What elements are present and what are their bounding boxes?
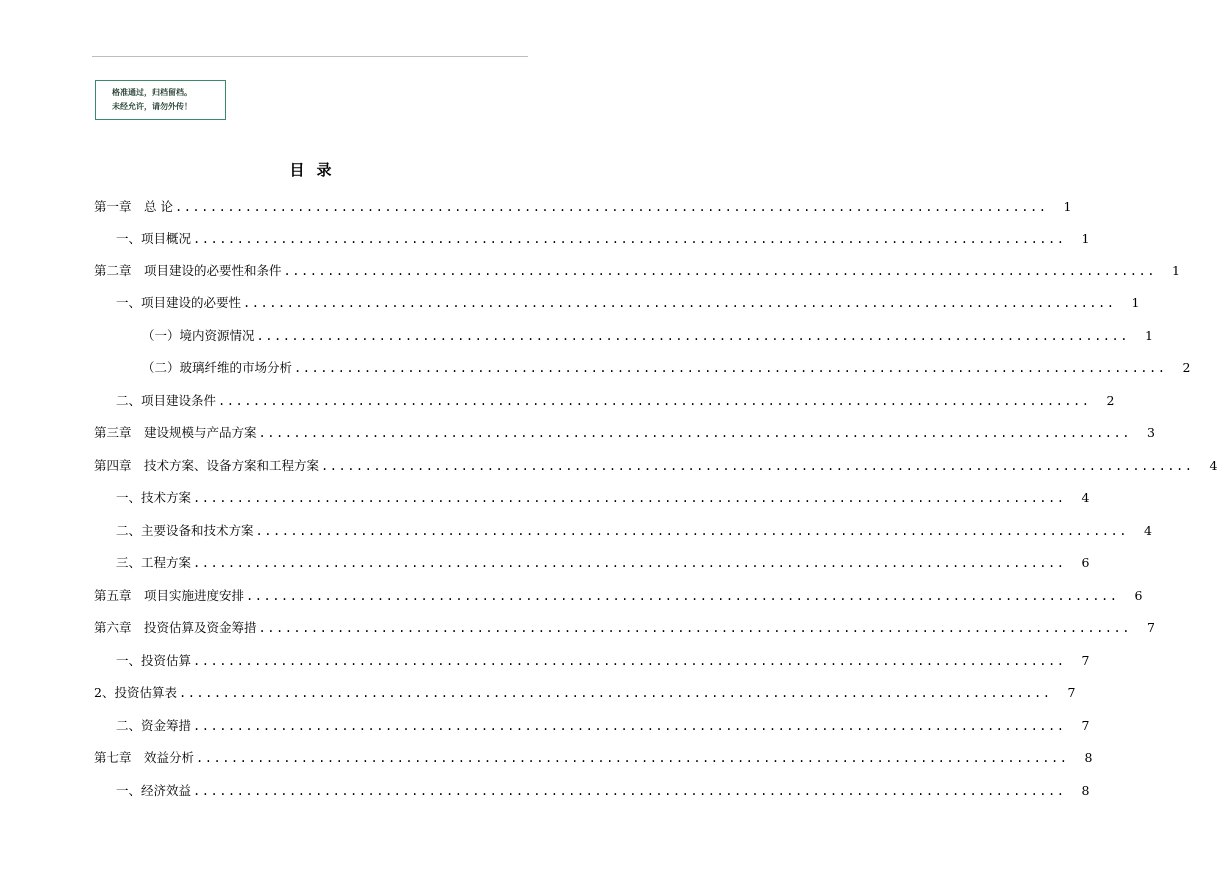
toc-entry-7-1[interactable] [116, 781, 1090, 801]
toc-entry-label: 第六章 投资估算及资金筹措 [94, 620, 257, 635]
toc-entry-label: 一、经济效益 [116, 783, 192, 798]
toc-entry-label: 一、项目建设的必要性 [116, 295, 242, 310]
toc-entry-label: 三、工程方案 [116, 555, 192, 570]
toc-entry-2-2[interactable] [116, 391, 1115, 411]
toc-entry-ch6[interactable] [94, 618, 1155, 638]
toc-leader-dots: .................................................................................................... [243, 296, 1116, 310]
toc-title: 目录 [289, 161, 344, 179]
toc-entry-label: 第一章 总 论 [94, 199, 173, 214]
toc-entry-label: 二、资金筹措 [116, 718, 192, 733]
toc-entry-page: 1 [1131, 295, 1140, 310]
toc-leader-dots: .................................................................................................... [174, 200, 1048, 214]
toc-leader-dots: .................................................................................................... [196, 751, 1069, 765]
toc-leader-dots: .................................................................................................... [283, 264, 1156, 278]
toc-leader-dots: .................................................................................................... [193, 654, 1066, 668]
toc-entry-page: 1 [1172, 263, 1180, 278]
stamp-line-1: 格准通过，归档留档。 [112, 88, 192, 97]
toc-entry-page: 7 [1081, 718, 1090, 733]
toc-entry-label: （一）境内资源情况 [142, 328, 255, 343]
toc-entry-ch1[interactable] [94, 197, 1072, 217]
toc-leader-dots: .................................................................................................... [193, 232, 1066, 246]
toc-entry-label: 第五章 项目实施进度安排 [94, 588, 245, 603]
toc-entry-2-1-1[interactable] [142, 326, 1153, 346]
toc-entry-label: 一、技术方案 [116, 490, 192, 505]
toc-entry-4-2[interactable] [116, 521, 1152, 541]
toc-entry-ch5[interactable] [94, 586, 1143, 606]
toc-entry-4-1[interactable] [116, 488, 1090, 508]
toc-entry-label: （二）玻璃纤维的市场分析 [142, 360, 293, 375]
toc-leader-dots: .................................................................................................... [255, 524, 1128, 538]
toc-entry-page: 7 [1081, 653, 1090, 668]
toc-entry-ch3[interactable] [94, 423, 1155, 443]
toc-entry-page: 4 [1081, 490, 1090, 505]
toc-entry-4-3[interactable] [116, 553, 1090, 573]
toc-entry-label: 一、投资估算 [116, 653, 192, 668]
toc-entry-6-1-2[interactable] [94, 683, 1076, 703]
toc-entry-label: 一、项目概况 [116, 231, 192, 246]
toc-entry-label: 2、投资估算表 [94, 685, 177, 700]
toc-leader-dots: .................................................................................................... [193, 556, 1066, 570]
toc-entry-label: 第二章 项目建设的必要性和条件 [94, 263, 282, 278]
toc-leader-dots: .................................................................................................... [258, 426, 1131, 440]
toc-entry-label: 第七章 效益分析 [94, 750, 195, 765]
toc-leader-dots: .................................................................................................... [256, 329, 1129, 343]
toc-entry-page: 4 [1209, 458, 1217, 473]
toc-leader-dots: .................................................................................................... [193, 784, 1066, 798]
toc-entry-page: 6 [1081, 555, 1090, 570]
toc-entry-page: 3 [1147, 425, 1155, 440]
toc-entry-page: 1 [1063, 199, 1072, 214]
toc-entry-page: 8 [1084, 750, 1093, 765]
toc-leader-dots: .................................................................................................... [321, 459, 1194, 473]
toc-entry-label: 二、项目建设条件 [116, 393, 217, 408]
stamp-line-2: 未经允许，请勿外传！ [112, 102, 192, 111]
toc-entry-2-1[interactable] [116, 293, 1140, 313]
toc-entry-page: 2 [1182, 360, 1191, 375]
toc-entry-page: 1 [1081, 231, 1090, 246]
toc-entry-label: 第四章 技术方案、设备方案和工程方案 [94, 458, 320, 473]
toc-entry-page: 8 [1081, 783, 1090, 798]
toc-entry-6-2[interactable] [116, 716, 1090, 736]
toc-entry-label: 第三章 建设规模与产品方案 [94, 425, 257, 440]
toc-entry-6-1[interactable] [116, 651, 1090, 671]
toc-entry-2-1-2[interactable] [142, 358, 1191, 378]
toc-entry-page: 7 [1147, 620, 1155, 635]
toc-entry-page: 6 [1134, 588, 1143, 603]
toc-leader-dots: .................................................................................................... [193, 719, 1066, 733]
toc-entry-label: 二、主要设备和技术方案 [116, 523, 254, 538]
toc-entry-ch7[interactable] [94, 748, 1093, 768]
toc-leader-dots: .................................................................................................... [193, 491, 1066, 505]
toc-leader-dots: .................................................................................................... [218, 394, 1091, 408]
toc-leader-dots: .................................................................................................... [258, 621, 1131, 635]
toc-entry-ch2[interactable] [94, 261, 1180, 281]
toc-leader-dots: .................................................................................................... [246, 589, 1119, 603]
toc-entry-page: 7 [1067, 685, 1076, 700]
toc-leader-dots: .................................................................................................... [178, 686, 1052, 700]
toc-entry-ch4[interactable] [94, 456, 1217, 476]
toc-entry-1-1[interactable] [116, 229, 1090, 249]
toc-entry-page: 1 [1145, 328, 1153, 343]
toc-leader-dots: .................................................................................................... [294, 361, 1167, 375]
toc-entry-page: 2 [1106, 393, 1115, 408]
toc-entry-page: 4 [1144, 523, 1152, 538]
